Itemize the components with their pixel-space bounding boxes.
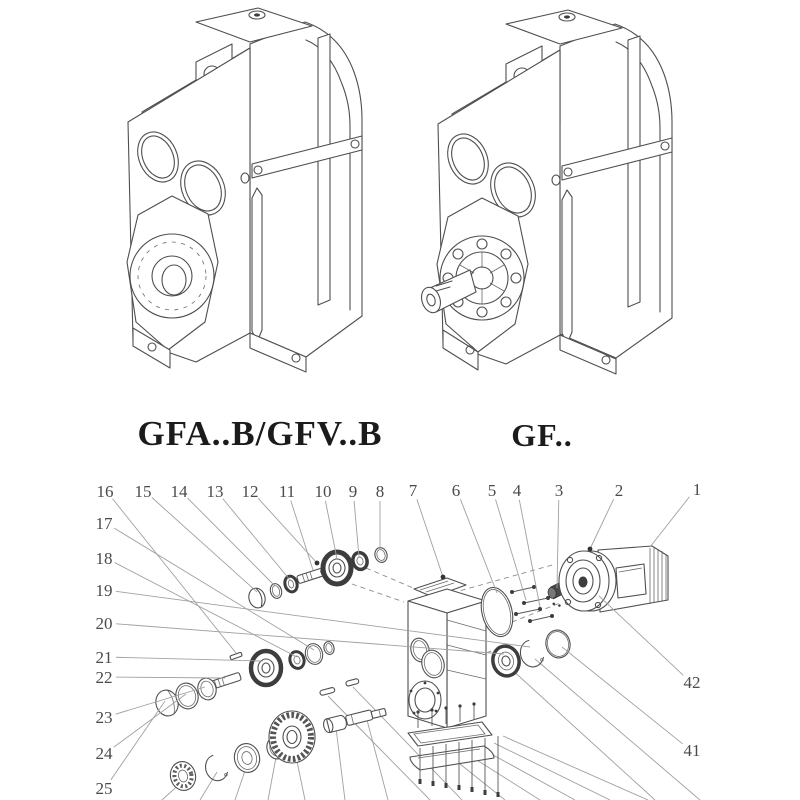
callout-15	[135, 482, 258, 592]
callout-41	[562, 647, 701, 760]
callout-9	[349, 482, 359, 557]
callout-number: 42	[683, 673, 701, 692]
housing-flange-bore	[409, 681, 441, 719]
exploded-view	[153, 546, 700, 800]
callout-24	[96, 694, 187, 763]
callout-number: 15	[134, 482, 152, 501]
callout-leader-line	[116, 657, 263, 661]
callout-8	[376, 482, 385, 550]
callout-leader-line	[115, 563, 297, 657]
callout-leader-line	[325, 501, 337, 559]
motor-drawing	[559, 546, 668, 612]
callout-number: 5	[487, 481, 497, 500]
callout-leader-line	[496, 500, 526, 600]
second-gear	[251, 651, 281, 685]
callout-7	[409, 481, 446, 579]
input-shaft-group	[247, 546, 389, 610]
callout-arrow-tip	[588, 547, 593, 552]
callout-number: 1	[692, 480, 702, 499]
callout-number: 22	[95, 668, 113, 687]
callout-number: 16	[96, 482, 114, 501]
callout-leader-line	[557, 500, 559, 588]
callout-leader-line	[354, 501, 359, 557]
callout-number: 9	[348, 482, 358, 501]
stud-bolts	[510, 585, 554, 623]
callout-number: 6	[451, 481, 461, 500]
callout-leader-line	[152, 498, 257, 592]
callout-leader-line	[562, 647, 683, 744]
callout-number: 18	[95, 549, 113, 568]
callout-leader-line	[650, 497, 689, 547]
callout-number: 41	[683, 741, 701, 760]
spacer-sleeve	[322, 714, 348, 733]
callout-number: 11	[278, 482, 296, 501]
callout-42	[599, 596, 701, 692]
callout-1	[650, 480, 701, 547]
callout-number: 10	[314, 482, 332, 501]
callout-number: 24	[95, 744, 113, 763]
callout-number: 23	[95, 708, 113, 727]
callout-leader-line	[116, 677, 225, 678]
callout-number: 14	[170, 482, 188, 501]
callout-2	[588, 481, 624, 551]
callout-number: 17	[95, 514, 113, 533]
callout-leader-line	[599, 596, 683, 675]
callout-4	[513, 481, 540, 607]
callout-leader-line	[114, 694, 186, 747]
callout-leader-line	[188, 498, 275, 586]
callout-number: 25	[95, 779, 113, 798]
callout-leader-line	[417, 499, 443, 577]
callout-number: 8	[375, 482, 385, 501]
callout-17	[96, 514, 315, 650]
callout-leader-line	[258, 498, 317, 563]
callout-leader-line	[460, 499, 497, 593]
callout-number: 7	[408, 481, 418, 500]
callout-number: 4	[512, 481, 522, 500]
callout-number: 2	[614, 481, 624, 500]
circlip	[203, 753, 229, 783]
ball-bearing	[167, 759, 198, 793]
output-shaft	[345, 706, 386, 725]
callout-number: 13	[206, 482, 224, 501]
oil-seal	[231, 741, 262, 775]
callout-number: 12	[241, 482, 259, 501]
callout-leader-line	[590, 499, 614, 549]
gfab-unit-drawing	[127, 8, 362, 372]
output-gear	[269, 711, 315, 763]
callout-arrow-tip	[315, 561, 320, 566]
callout-layer	[96, 480, 702, 798]
caption-gf: GF..	[511, 417, 573, 453]
callout-arrow-tip	[441, 575, 446, 580]
callout-number: 21	[95, 648, 113, 667]
callout-number: 20	[95, 614, 113, 633]
gf-unit-drawing	[418, 10, 672, 374]
caption-gfab-gfv: GFA..B/GFV..B	[137, 414, 383, 453]
second-shaft-group	[204, 640, 336, 691]
callout-leader-line	[519, 500, 540, 607]
seal-ring-group	[153, 676, 219, 719]
callout-leader-line	[113, 499, 236, 653]
callout-10	[315, 482, 338, 559]
callout-leader-line	[291, 500, 313, 570]
callout-number: 19	[95, 581, 113, 600]
callout-number: 3	[554, 481, 564, 500]
